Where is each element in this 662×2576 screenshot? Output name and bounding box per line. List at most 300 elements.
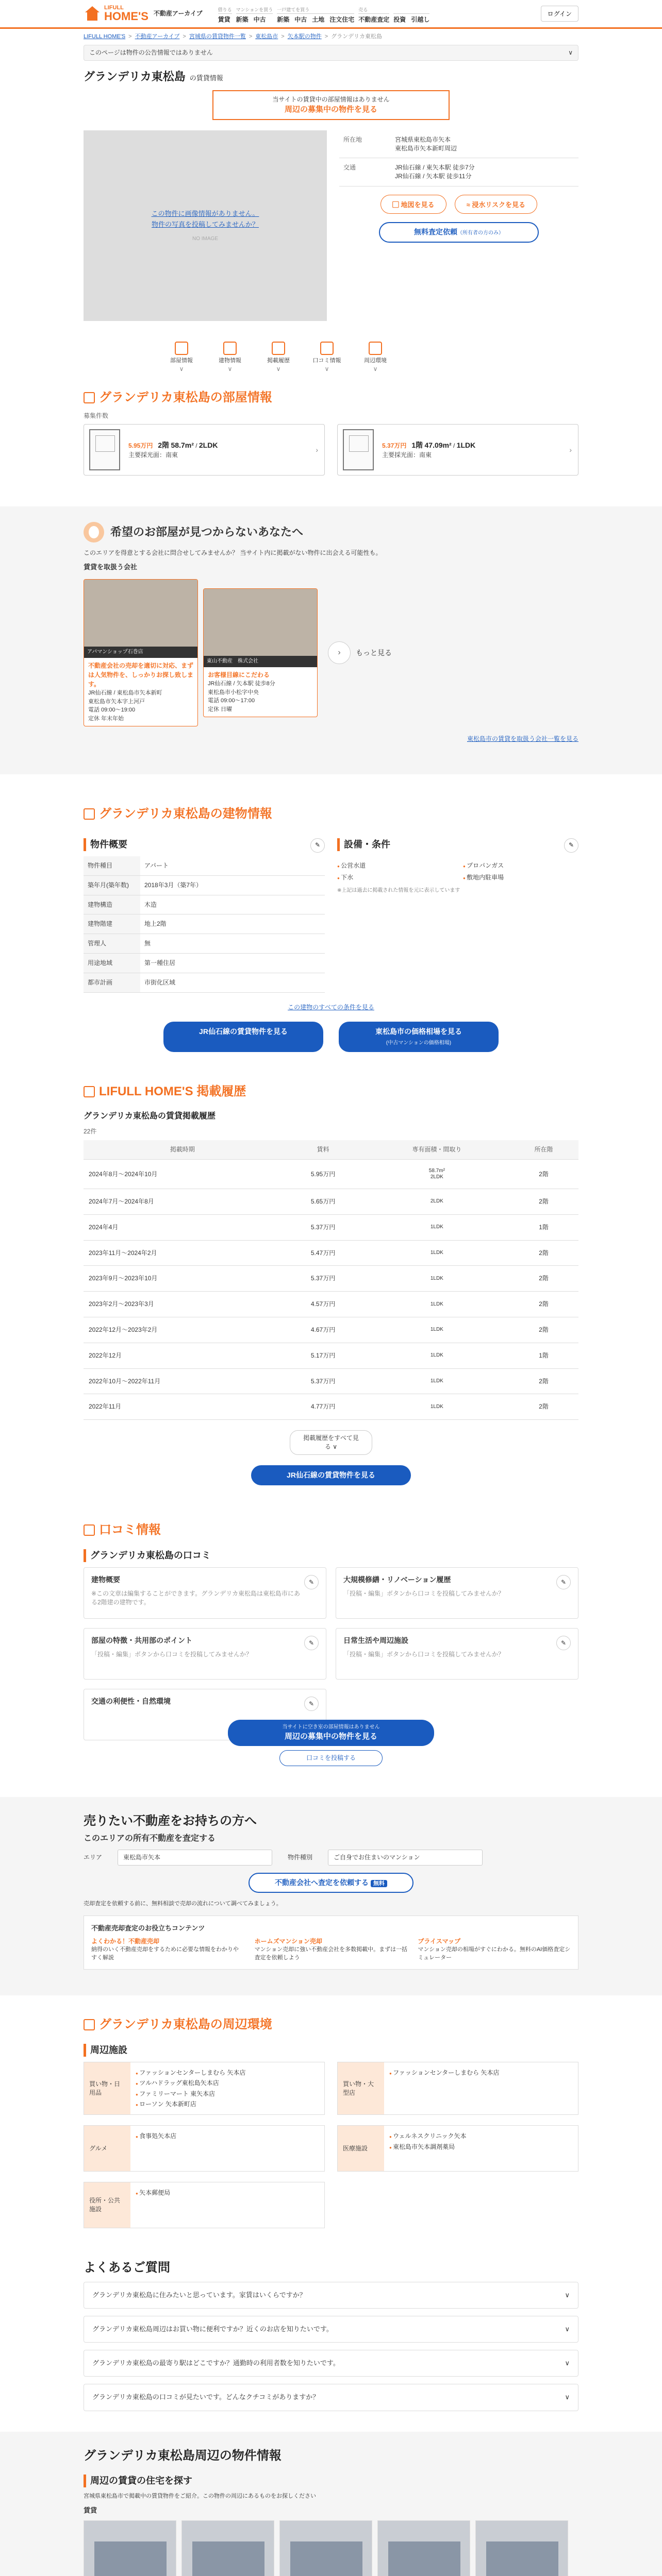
shop-name: JR仙石線 / 矢本駅 徒歩8分 [208, 681, 275, 687]
logo-small-text: LIFULL [104, 5, 124, 11]
shop-name: アパマンショップ石巻店 [84, 647, 197, 658]
pencil-icon[interactable]: ✎ [304, 1697, 319, 1711]
review-card [336, 1567, 578, 1619]
history-rent-button[interactable]: JR仙石線の賃貸物件を見る [251, 1465, 411, 1486]
history-price: 4.77万円 [281, 1394, 365, 1420]
room-card[interactable] [84, 424, 325, 476]
hazard-button[interactable] [455, 195, 538, 214]
breadcrumb-separator: > [249, 33, 253, 40]
summary-table [339, 130, 578, 187]
login-button[interactable]: ログイン [541, 6, 578, 22]
shop-body [204, 667, 317, 717]
shortcut-2[interactable] [263, 342, 294, 374]
nearby-desc: 宮城県東松島市で掲載中の賃貸物件をご紹介。この物件の周辺にあるものをお探しください [84, 2493, 316, 2500]
history-layout: 1LDK [430, 1250, 443, 1256]
review-card [336, 1628, 578, 1680]
faq-title: よくあるご質問 [84, 2261, 170, 2275]
room-floor: 1階 [411, 441, 423, 450]
price-market-button[interactable] [339, 1022, 499, 1052]
map-button-label: 地図を見る [401, 200, 435, 209]
shortcut-3[interactable] [311, 342, 342, 374]
history-price: 5.95万円 [281, 1160, 365, 1189]
notice-bar [84, 45, 578, 61]
history-row [84, 1266, 578, 1292]
shop-tel: 電話 09:00〜17:00 [208, 698, 255, 704]
breadcrumb-separator: > [281, 33, 285, 40]
facility-list [384, 2062, 578, 2115]
history-date: 2024年7月〜2024年8月 [84, 1189, 281, 1215]
building-value: 第一種住居 [140, 953, 325, 973]
breadcrumb-item[interactable]: 宮城県の賃貸物件一覧 [189, 33, 246, 40]
building-table [84, 856, 325, 993]
door-icon [84, 392, 95, 403]
facility-item[interactable]: ● ファミリーマート 東矢本店 [136, 2090, 215, 2097]
wish-label: 賃貸を取扱う会社 [84, 563, 138, 571]
history-layout: 1LDK [430, 1224, 443, 1230]
nav-link[interactable]: 新築 [277, 15, 290, 23]
building-value: 市街化区域 [140, 973, 325, 992]
pencil-icon[interactable]: ✎ [310, 838, 325, 853]
floorplan-image [343, 429, 374, 470]
nav-group-caption: 借りる [218, 7, 232, 14]
history-date: 2023年9月〜2023年10月 [84, 1266, 281, 1292]
facility-block [84, 2182, 325, 2228]
nav-group-caption: マンションを買う [236, 7, 273, 14]
facility-category: 役所・公共施設 [84, 2182, 130, 2228]
history-date: 2024年8月〜2024年10月 [84, 1160, 281, 1189]
history-layout: 1LDK [430, 1301, 443, 1307]
surround-sub: 周辺施設 [84, 2044, 578, 2057]
sell-section [0, 1797, 662, 1995]
nav-items [358, 15, 389, 24]
nav-link[interactable]: 引越し [411, 15, 430, 23]
breadcrumb-separator: > [324, 33, 328, 40]
wish-section [0, 506, 662, 774]
room-floor: 2階 [158, 441, 170, 450]
section-shortcuts [166, 342, 578, 374]
price-market-label: 東松島市の価格相場を見る [375, 1027, 462, 1036]
shop-card[interactable] [203, 588, 318, 717]
section-icon [223, 342, 237, 355]
room-card[interactable] [337, 424, 578, 476]
history-floor: 2階 [509, 1189, 578, 1215]
shortcut-1[interactable] [214, 342, 245, 374]
photo-missing-link[interactable]: この物件に画像情報がありません。 [151, 209, 259, 217]
facility-item[interactable]: ● ファッションセンターしまむら 矢本店 [389, 2069, 499, 2076]
equip-item: ● 公営水道 [337, 861, 453, 870]
pencil-icon[interactable]: ✎ [556, 1575, 571, 1589]
shop-addr: 東松島市小松字中央 [208, 689, 259, 696]
vacancy-box[interactable] [212, 90, 450, 120]
nearby-label: 賃貸 [84, 2506, 97, 2514]
nav-group [358, 7, 389, 24]
history-area [365, 1266, 509, 1292]
shop-hol: 定休 年末年始 [88, 715, 124, 722]
guide-list [91, 1937, 571, 1962]
shop-photo [204, 589, 317, 656]
nav-link[interactable]: 注文住宅 [329, 15, 355, 23]
pencil-icon[interactable]: ✎ [564, 838, 578, 853]
history-area [365, 1343, 509, 1368]
nearby-photo [182, 2521, 274, 2576]
building-value: 木造 [140, 895, 325, 914]
breadcrumb-item[interactable]: 東松島市 [255, 33, 278, 40]
room-area: 58.7m² [171, 441, 194, 450]
nav-link[interactable]: 不動産査定 [358, 15, 390, 23]
info-value-line: JR仙石線 / 東矢本駅 徒歩7分 [395, 164, 475, 172]
rooms-section-title [84, 389, 578, 406]
info-key: 交通 [339, 158, 391, 187]
guide-item[interactable] [91, 1937, 244, 1962]
history-layout: 2LDK [430, 1174, 443, 1180]
review-body: ※この文章は編集することができます。グランデリカ東松島は東松島市にある2階建の建物です。 [91, 1589, 300, 1606]
history-floor: 2階 [509, 1292, 578, 1317]
pencil-icon[interactable]: ✎ [304, 1575, 319, 1589]
vacancy-link[interactable]: 周辺の募集中の物件を見る [284, 105, 377, 114]
building-icon [84, 808, 95, 820]
company-list-link[interactable]: 東松島市の賃貸を取扱う会社一覧を見る [467, 735, 578, 743]
info-value [391, 130, 578, 158]
free-assess-button[interactable] [379, 222, 539, 243]
history-layout: 1LDK [430, 1327, 443, 1333]
info-row [339, 130, 578, 158]
guide-item[interactable] [418, 1937, 571, 1962]
history-col-header: 賃料 [281, 1140, 365, 1159]
area-field[interactable]: 東松島市矢本 [118, 1850, 272, 1866]
history-layout: 2LDK [430, 1198, 443, 1205]
faq-list [84, 2282, 578, 2411]
building-value: アパート [140, 856, 325, 875]
building-key: 都市計画 [84, 973, 140, 992]
history-price: 5.37万円 [281, 1266, 365, 1292]
equipment-list [337, 856, 578, 887]
chevron-down-icon: ∨ [565, 2325, 570, 2333]
shop-card[interactable] [84, 579, 198, 726]
chevron-down-icon: ∨ [276, 365, 281, 373]
building-key: 管理人 [84, 934, 140, 954]
history-icon [84, 1086, 95, 1097]
facility-list [130, 2062, 324, 2115]
nav-items [393, 15, 429, 24]
equip-heading [337, 838, 578, 851]
shop-hl: 不動産会社の売却を適切に対応、まずは人気物件を、しっかりお探し致します。 [88, 662, 194, 688]
type-label: 物件種別 [288, 1853, 313, 1861]
building-value: 2018年3月（築7年） [140, 875, 325, 895]
history-price: 5.65万円 [281, 1189, 365, 1215]
breadcrumb-item: グランデリカ東松島 [331, 33, 383, 40]
nav-link[interactable]: 中古 [294, 15, 307, 23]
history-price: 4.57万円 [281, 1292, 365, 1317]
history-layout: 1LDK [430, 1352, 443, 1359]
review-title-text: 大規模修繕・リノベーション履歴 [343, 1575, 451, 1584]
history-floor: 2階 [509, 1368, 578, 1394]
shop-name: 東山不動産 株式会社 [204, 656, 317, 667]
nav-link[interactable]: 新築 [236, 15, 249, 23]
nav-link[interactable]: 中古 [253, 15, 266, 23]
shortcut-0[interactable] [166, 342, 197, 374]
faq-item[interactable] [84, 2282, 578, 2309]
history-date: 2022年11月 [84, 1394, 281, 1420]
review-sub: グランデリカ東松島の口コミ [84, 1549, 578, 1562]
cta-sub: 当サイトに空き室の部屋情報はありません [282, 1724, 380, 1731]
facility-item[interactable]: ● ウェルネスクリニック矢本 [389, 2132, 467, 2140]
history-area-size: 58.7m² [428, 1168, 445, 1174]
section-icon [369, 342, 382, 355]
next-arrow-icon[interactable]: › [328, 641, 351, 664]
history-floor: 2階 [509, 1240, 578, 1266]
wish-desc: このエリアを得意とする会社に問合せしてみませんか？ 当サイト内に掲載がない物件に出会える可能性も。 [84, 549, 382, 557]
room-line: 5.37万円 1階 47.09m² / 1LDK [382, 441, 476, 450]
chevron-down-icon[interactable]: ∨ [568, 49, 573, 57]
shop-body [84, 658, 197, 726]
assess-sub: （所有者の方のみ） [457, 230, 504, 236]
facility-item[interactable]: ● ツルハドラッグ東松島矢本店 [136, 2079, 219, 2087]
history-row [84, 1368, 578, 1394]
facility-block [337, 2062, 578, 2115]
map-icon: ▢ [392, 200, 401, 209]
nearby-title: グランデリカ東松島周辺の物件情報 [84, 2448, 282, 2463]
breadcrumb-separator: > [183, 33, 186, 40]
history-price: 5.37万円 [281, 1368, 365, 1394]
post-review-button[interactable] [279, 1750, 383, 1766]
nearby-card[interactable] [475, 2520, 568, 2576]
history-row [84, 1292, 578, 1317]
history-date: 2024年4月 [84, 1214, 281, 1240]
room-layout: 1LDK [456, 441, 476, 450]
chevron-down-icon: ∨ [324, 365, 329, 373]
equip-item: ● 敷地内駐車場 [463, 873, 578, 882]
building-row [84, 973, 325, 992]
page-title-sub: の賃貸情報 [189, 74, 223, 82]
assess-label: 無料査定依頼 [414, 227, 457, 236]
property-photo-placeholder [84, 130, 327, 321]
shop-hl: お客様目線にこだわる [208, 671, 270, 679]
pencil-icon[interactable]: ✎ [556, 1636, 571, 1650]
review-body: 「投稿・編集」ボタンから口コミを投稿してみませんか？ [343, 1589, 505, 1597]
review-title-text: 建物概要 [91, 1575, 120, 1584]
history-section-title [84, 1083, 578, 1100]
site-logo[interactable] [84, 5, 148, 22]
building-value: 無 [140, 934, 325, 954]
breadcrumb-item[interactable]: LIFULL HOME'S [84, 33, 126, 40]
page-title-main: グランデリカ東松島 [84, 70, 186, 83]
history-more-button[interactable]: 掲載履歴をすべて見る ∨ [290, 1430, 372, 1455]
wish-title [84, 522, 578, 543]
faq-item[interactable] [84, 2316, 578, 2343]
equip-note: ※上記は過去に掲載された情報を元に表示しています [337, 887, 460, 893]
room-line: 5.95万円 2階 58.7m² / 2LDK [128, 441, 218, 450]
room-list [84, 424, 578, 476]
history-area [365, 1394, 509, 1420]
site-subtitle: 不動産アーカイブ [153, 10, 203, 18]
facility-grid [84, 2062, 578, 2229]
history-col-header: 専有面積・間取り [365, 1140, 509, 1159]
history-date: 2022年12月 [84, 1343, 281, 1368]
history-row [84, 1160, 578, 1189]
history-date: 2023年2月〜2023年3月 [84, 1292, 281, 1317]
review-card [84, 1628, 326, 1680]
all-conditions-link[interactable]: この建物のすべての条件を見る [288, 1003, 374, 1011]
review-title-text: 日常生活や周辺施設 [343, 1636, 408, 1645]
history-count: 22件 [84, 1128, 97, 1136]
nearby-card[interactable] [84, 2520, 176, 2576]
line-rent-button[interactable]: JR仙石線の賃貸物件を見る [163, 1022, 323, 1052]
nearby-card[interactable] [279, 2520, 372, 2576]
history-area [365, 1240, 509, 1266]
breadcrumb-item[interactable]: 不動産アーカイブ [135, 33, 180, 40]
shortcut-label: 建物情報 [219, 357, 241, 364]
building-title-text: グランデリカ東松島の建物情報 [99, 807, 272, 821]
nearby-photo [476, 2521, 568, 2576]
global-nav [218, 4, 434, 24]
history-price: 5.47万円 [281, 1240, 365, 1266]
facility-item[interactable]: ● 東松島市矢本調剤薬局 [389, 2143, 455, 2150]
nav-link[interactable]: 賃貸 [218, 15, 230, 23]
nav-items [236, 15, 273, 24]
surround-title-text: グランデリカ東松島の周辺環境 [99, 2017, 272, 2031]
history-area [365, 1160, 509, 1189]
guide-item[interactable] [255, 1937, 408, 1962]
shortcut-4[interactable] [360, 342, 391, 374]
building-row [84, 914, 325, 934]
history-floor: 2階 [509, 1317, 578, 1343]
sell-assess-label: 不動産会社へ査定を依頼する [275, 1878, 369, 1887]
faq-item[interactable] [84, 2384, 578, 2411]
equip-heading-text: 設備・条件 [344, 839, 390, 850]
history-row [84, 1214, 578, 1240]
nearby-vacancy-cta[interactable] [228, 1720, 434, 1746]
logo-big-text: HOME'S [104, 10, 148, 23]
history-row [84, 1343, 578, 1368]
water-icon: ≈ [466, 200, 472, 209]
nav-group [218, 7, 232, 24]
history-more-label: 掲載履歴をすべて見る [303, 1434, 359, 1451]
nearby-cards [84, 2520, 578, 2576]
facility-item[interactable]: ● ファッションセンターしまむら 矢本店 [136, 2069, 245, 2076]
faq-question: グランデリカ東松島の最寄り駅はどこですか？通勤時の利用者数を知りたいです。 [92, 2359, 340, 2367]
review-body: 「投稿・編集」ボタンから口コミを投稿してみませんか？ [91, 1650, 253, 1658]
map-button[interactable] [380, 195, 446, 214]
rooms-title-text: グランデリカ東松島の部屋情報 [99, 390, 272, 404]
nearby-photo [378, 2521, 470, 2576]
shortcut-label: 掲載履歴 [267, 357, 290, 364]
breadcrumb-item[interactable]: 矢本駅の物件 [287, 33, 322, 40]
hazard-button-label: 浸水リスクを見る [472, 200, 526, 209]
equip-item: ● 下水 [337, 873, 453, 882]
building-key: 建物階建 [84, 914, 140, 934]
history-floor: 2階 [509, 1160, 578, 1189]
nearby-card[interactable] [377, 2520, 470, 2576]
history-price: 5.17万円 [281, 1343, 365, 1368]
nav-group [236, 7, 273, 24]
notice-text: このページは物件の公告情報ではありません [89, 49, 213, 57]
faq-item[interactable] [84, 2350, 578, 2377]
no-image-label: NO IMAGE [192, 235, 218, 242]
room-info [128, 440, 218, 459]
nearby-sub: 周辺の賃貸の住宅を探す [84, 2475, 578, 2487]
site-header [0, 0, 662, 29]
more-label[interactable]: もっと見る [356, 648, 392, 657]
review-title-text: 口コミ情報 [99, 1523, 161, 1537]
outline-heading [84, 838, 325, 851]
room-layout: 2LDK [198, 441, 218, 450]
sell-title: 売りたい不動産をお持ちの方へ [84, 1814, 257, 1828]
nav-group-caption: 一戸建てを買う [277, 7, 354, 14]
review-title-text: 部屋の特徴・共用部のポイント [91, 1636, 192, 1645]
chevron-down-icon: ∨ [565, 2359, 570, 2367]
nav-link[interactable]: 投資 [393, 15, 406, 23]
history-floor: 1階 [509, 1343, 578, 1368]
guide-heading: 不動産売却査定のお役立ちコンテンツ [91, 1924, 205, 1932]
equip-item: ● プロパンガス [463, 861, 578, 870]
chevron-down-icon: ∨ [179, 365, 184, 373]
shortcut-label: 口コミ情報 [312, 357, 341, 364]
history-col-header: 所在階 [509, 1140, 578, 1159]
history-price: 4.67万円 [281, 1317, 365, 1343]
faq-question: グランデリカ東松島周辺はお買い物に便利ですか？近くのお店を知りたいです。 [92, 2325, 333, 2333]
history-layout: 1LDK [430, 1378, 443, 1384]
history-date: 2022年10月〜2022年11月 [84, 1368, 281, 1394]
review-title [91, 1697, 319, 1707]
nearby-photo [280, 2521, 372, 2576]
nav-link[interactable]: 土地 [312, 15, 325, 23]
chevron-down-icon: ∨ [373, 365, 378, 373]
breadcrumb [84, 29, 578, 45]
chevron-down-icon: ∨ [227, 365, 233, 373]
faq-question: グランデリカ東松島に住みたいと思っています。家賃はいくらですか？ [92, 2291, 306, 2299]
chevron-right-icon: › [569, 446, 572, 454]
room-extra: 主要採光面：南東 [128, 451, 178, 459]
shortcut-label: 部屋情報 [170, 357, 193, 364]
facility-item[interactable]: ● 食事処矢本店 [136, 2132, 176, 2140]
room-extra: 主要採光面：南東 [382, 451, 432, 459]
nav-group-caption: 売る [358, 7, 389, 14]
room-price: 5.37万円 [382, 442, 407, 450]
sell-assess-button[interactable] [249, 1873, 413, 1893]
room-price: 5.95万円 [128, 442, 153, 450]
history-area [365, 1189, 509, 1215]
facility-item[interactable]: ● 矢本郵便局 [136, 2189, 170, 2196]
history-area [365, 1368, 509, 1394]
review-body: 「投稿・編集」ボタンから口コミを投稿してみませんか？ [343, 1650, 505, 1658]
facility-block [337, 2125, 578, 2172]
wish-title-text: 希望のお部屋が見つからないあなたへ [110, 525, 304, 538]
info-value-line: JR仙石線 / 矢本駅 徒歩11分 [395, 173, 472, 180]
photo-post-link[interactable]: 物件の写真を投稿してみませんか？ [151, 220, 259, 228]
history-area [365, 1317, 509, 1343]
building-row [84, 934, 325, 954]
faq-question: グランデリカ東松島の口コミが見たいです。どんなクチコミがありますか？ [92, 2393, 320, 2401]
facility-item[interactable]: ● ローソン 矢本新町店 [136, 2100, 196, 2108]
history-sub: グランデリカ東松島の賃貸掲載履歴 [84, 1112, 216, 1121]
shop-tel: 電話 09:00〜19:00 [88, 707, 136, 714]
review-section-title [84, 1521, 578, 1539]
review-card [84, 1567, 326, 1619]
nav-group [277, 7, 354, 24]
history-row [84, 1240, 578, 1266]
nearby-card[interactable] [181, 2520, 274, 2576]
vacancy-note: 当サイトの賃貸中の部屋情報はありません [272, 95, 390, 103]
pencil-icon[interactable]: ✎ [304, 1636, 319, 1650]
guide-title: ホームズマンション売却 [254, 1938, 322, 1945]
section-icon [320, 342, 334, 355]
type-select[interactable]: ご自身でお住まいのマンション [328, 1850, 483, 1866]
nav-items [218, 15, 232, 24]
facility-list [130, 2126, 324, 2171]
history-floor: 2階 [509, 1266, 578, 1292]
chevron-down-icon: ∨ [565, 2393, 570, 2401]
facility-block [84, 2125, 325, 2172]
